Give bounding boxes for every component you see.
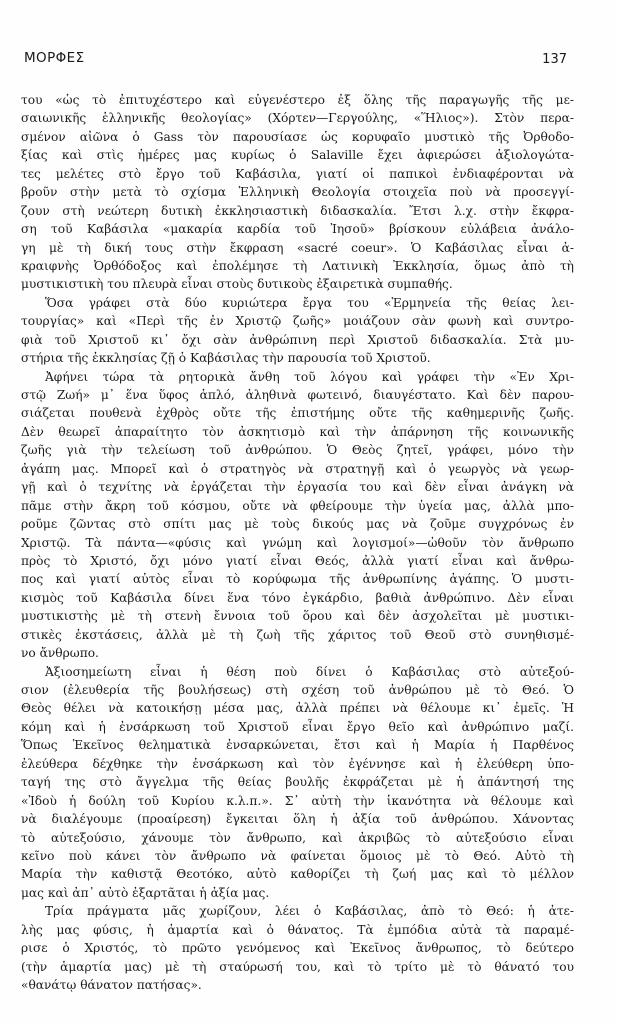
text-line: Ὅπως Ἐκεῖνος θεληματικὰ ἐνσαρκώνεται, ἔτσι καὶ ἡ Μαρία ἡ Παρθένος (21, 738, 574, 753)
text-line: γῇ καὶ ὁ τεχνίτης νὰ ἐργάζεται τὴν ἐργασία του καὶ δὲν εἶναι ἀνάγκη νὰ (21, 480, 574, 495)
page-number: 137 (542, 52, 567, 67)
text-line: μυστικιστὴς μὲ τὴ στενὴ ἔννοια τοῦ ὅρου καὶ δὲν ἀσχολεῖται μὲ μυστικι- (21, 609, 574, 624)
text-line: φιὰ τοῦ Χριστοῦ κι᾽ ὄχι σὰν ἀνθρώπινη περὶ Χριστοῦ διδασκαλία. Στὰ μυ- (21, 332, 574, 347)
text-line: Μαρία τὴν καθιστᾷ Θεοτόκο, αὐτὸ καθορίζει τὴ ζωή μας καὶ τὸ μέλλον (21, 867, 574, 882)
text-line: στήρια τῆς ἐκκλησίας ζῇ ὁ Καβάσιλας τὴν παρουσία τοῦ Χριστοῦ. (21, 351, 431, 366)
text-line: ρισε ὁ Χριστός, τὸ πρῶτο γενόμενος καὶ Ἐκεῖνος ἄνθρωπος, τὸ δεύτερο (21, 941, 574, 956)
text-line: σιον (ἐλευθερία τῆς βουλήσεως) στὴ σχέση τοῦ ἀνθρώπου μὲ τὸ Θεό. Ὁ (21, 683, 574, 697)
text-line: του «ὡς τὸ ἐπιτυχέστερο καὶ εὐγενέστερο ἐξ ὅλης τῆς παραγωγῆς τῆς με- (21, 93, 574, 107)
text-line: Δὲν θεωρεῖ ἀπαραίτητο τὸν ἀσκητισμὸ καὶ τὴν ἀπάρνηση τῆς κοινωνικῆς (21, 424, 574, 439)
text-line: μυστικιστικὴ του πλευρὰ εἶναι στοὺς δυτικοὺς ἐξαιρετικὰ συμπαθής. (21, 277, 453, 292)
text-line: Θεὸς θέλει νὰ κατοικήσῃ μέσα μας, ἀλλὰ πρέπει νὰ θέλουμε κι᾽ ἐμεῖς. Ἡ (21, 701, 574, 716)
text-line: νὰ διαλέγουμε (προαίρεση) ἔγκειται ὅλη ἡ ἀξία τοῦ ἀνθρώπου. Χάνοντας (21, 812, 574, 827)
body-text (21, 91, 574, 994)
text-line: πρὸς τὸ Χριστό, ὄχι μόνο γιατί εἶναι Θεός, ἀλλὰ γιατί εἶναι καὶ ἄνθρω- (21, 553, 574, 568)
text-line: Χριστῷ. Τὰ πάντα—«φύσις καὶ γνώμη καὶ λογισμοί»—ὠθοῦν τὸν ἄνθρωπο (21, 535, 574, 550)
text-line: κραιφνὴς Ὀρθόδοξος καὶ ἐπολέμησε τὴ Λατινικὴ Ἐκκλησία, ὅμως ἀπὸ τὴ (21, 258, 574, 273)
text-line: πᾶμε στὴν ἄκρη τοῦ κόσμου, οὔτε νὰ φθείρουμε τὴν ὑγεία μας, ἀλλὰ μπο- (21, 498, 574, 513)
text-line: κόμη καὶ ἡ ἐνσάρκωση τοῦ Χριστοῦ εἶναι ἔργο θεῖο καὶ ἀνθρώπινο μαζί. (21, 719, 574, 734)
text-line: γη μὲ τὴ δική τους στὴν ἔκφραση «sacré coeur». Ὁ Καβάσιλας εἶναι ἀ- (21, 240, 574, 255)
text-line: ροῦμε ζῶντας στὸ σπίτι μας μὲ τοὺς δικούς μας νὰ ζοῦμε συγχρόνως ἐν (21, 517, 574, 532)
text-line: (τὴν ἁμαρτία μας) μὲ τὴ σταύρωσή του, καὶ τὸ τρίτο μὲ τὸ θάνατό του (21, 959, 574, 974)
text-line: μας καὶ ἀπ᾽ αὐτὸ ἐξαρτᾶται ἡ ἀξία μας. (21, 885, 270, 900)
text-line: βροῦν στὴν μετὰ τὸ σχίσμα Ἑλληνικὴ Θεολογία στοιχεῖα ποὺ νὰ προσεγγί- (21, 185, 574, 200)
text-line: ζωῆς γιὰ τὴν τελείωση τοῦ ἀνθρώπου. Ὁ Θεὸς ζητεῖ, γράφει, μόνο τὴν (21, 443, 574, 458)
text-line: κεῖνο ποὺ κάνει τὸν ἄνθρωπο νὰ φαίνεται ὅμοιος μὲ τὸ Θεό. Αὐτὸ τὴ (21, 848, 574, 863)
text-line: Τρία πράγματα μᾶς χωρίζουν, λέει ὁ Καβάσιλας, ἀπὸ τὸ Θεό: ἡ ἀτε- (45, 904, 574, 919)
text-line: Ἀξιοσημείωτη εἶναι ἡ θέση ποὺ δίνει ὁ Καβάσιλας στὸ αὐτεξού- (45, 664, 574, 679)
text-line: ζουν στὴ νεώτερη δυτικὴ ἐκκλησιαστικὴ διδασκαλία. Ἔτσι λ.χ. στὴν ἔκφρα- (21, 203, 574, 218)
text-line: ἐλεύθερα δέχθηκε τὴν ἐνσάρκωση καὶ τὸν ἐγέννησε καὶ ἡ ἐλεύθερη ὑπο- (21, 756, 574, 771)
text-line: τουργίας» καὶ «Περὶ τῆς ἐν Χριστῷ ζωῆς» μοιάζουν σὰν φωνὴ καὶ συντρο- (21, 314, 574, 329)
text-line: στῷ Ζωή» μ᾽ ἕνα ὕφος ἁπλό, ἀληθινὰ φωτεινό, διαυγέστατο. Καὶ δὲν παρου- (21, 388, 574, 402)
text-line: σαιωνικῆς ἑλληνικῆς θεολογίας» (Χόρτεν—Γεργούλης, «Ἥλιος»). Στὸν περα- (21, 111, 574, 126)
text-line: σιάζεται πουθενὰ ἐχθρὸς οὔτε τῆς ἐπιστήμης οὔτε τῆς καθημερινῆς ζωῆς. (21, 406, 574, 421)
text-line: στικὲς ἐκστάσεις, ἀλλὰ μὲ τὴ ζωὴ τῆς χάριτος τοῦ Θεοῦ στὸ συνηθισμέ- (21, 627, 574, 642)
text-line: Ὅσα γράφει στὰ δύο κυριώτερα ἔργα του «Ἑρμηνεία τῆς θείας λει- (45, 295, 574, 310)
text-line: «Ἰδοὺ ἡ δούλη τοῦ Κυρίου κ.λ.π.». Σ᾽ αὐτὴ τὴν ἱκανότητα νὰ θέλουμε καὶ (21, 793, 574, 808)
page-header (24, 50, 567, 74)
text-line: ἀγάπη μας. Μπορεῖ καὶ ὁ στρατηγὸς νὰ στρατηγῇ καὶ ὁ γεωργὸς νὰ γεωρ- (21, 461, 574, 476)
running-title: ΜΟΡΦΕΣ (24, 50, 85, 66)
text-line: τὸ αὐτεξούσιο, χάνουμε τὸν ἄνθρωπο, καὶ ἀκριβῶς τὸ αὐτεξούσιο εἶναι (21, 830, 574, 845)
text-line: ταγή της στὸ ἄγγελμα τῆς θείας βουλῆς ἐκφράζεται μὲ ἡ ἀπάντησή της (21, 775, 574, 790)
text-line: ξίας καὶ στὶς ἡμέρες μας κυρίως ὁ Salaville ἔχει ἀφιερώσει ἀξιολογώτα- (21, 148, 574, 163)
text-line: λὴς μας φύσις, ἡ ἁμαρτία καὶ ὁ θάνατος. Τὰ ἐμπόδια αὐτὰ τὰ παραμέ- (21, 922, 574, 937)
text-line: τες μελέτες στὸ ἔργο τοῦ Καβάσιλα, γιατί οἱ παπικοὶ ἐνδιαφέρονται νὰ (21, 166, 574, 181)
text-line: ση τοῦ Καβάσιλα «μακαρία καρδία τοῦ Ἰησοῦ» βρίσκουν εὐλάβεια ἀνάλο- (21, 222, 574, 237)
text-line: πος καὶ γιατί αὐτὸς εἶναι τὸ κορύφωμα τῆς ἀνθρωπίνης ἀγάπης. Ὁ μυστι- (21, 572, 574, 587)
text-line: κισμὸς τοῦ Καβάσιλα δίνει ἕνα τόνο ἐγκάρδιο, βαθιὰ ἀνθρώπινο. Δὲν εἶναι (21, 590, 574, 605)
text-line: σμένον αἰῶνα ὁ Gass τὸν παρουσίασε ὡς κορυφαῖο μυστικὸ τῆς Ὀρθοδο- (21, 129, 574, 144)
text-line: νο ἄνθρωπο. (21, 646, 99, 661)
text-line: «θανάτῳ θάνατον πατήσας». (21, 978, 202, 992)
text-line: Ἀφήνει τώρα τὰ ρητορικὰ ἄνθη τοῦ λόγου καὶ γράφει τὴν «Ἐν Χρι- (45, 369, 574, 384)
